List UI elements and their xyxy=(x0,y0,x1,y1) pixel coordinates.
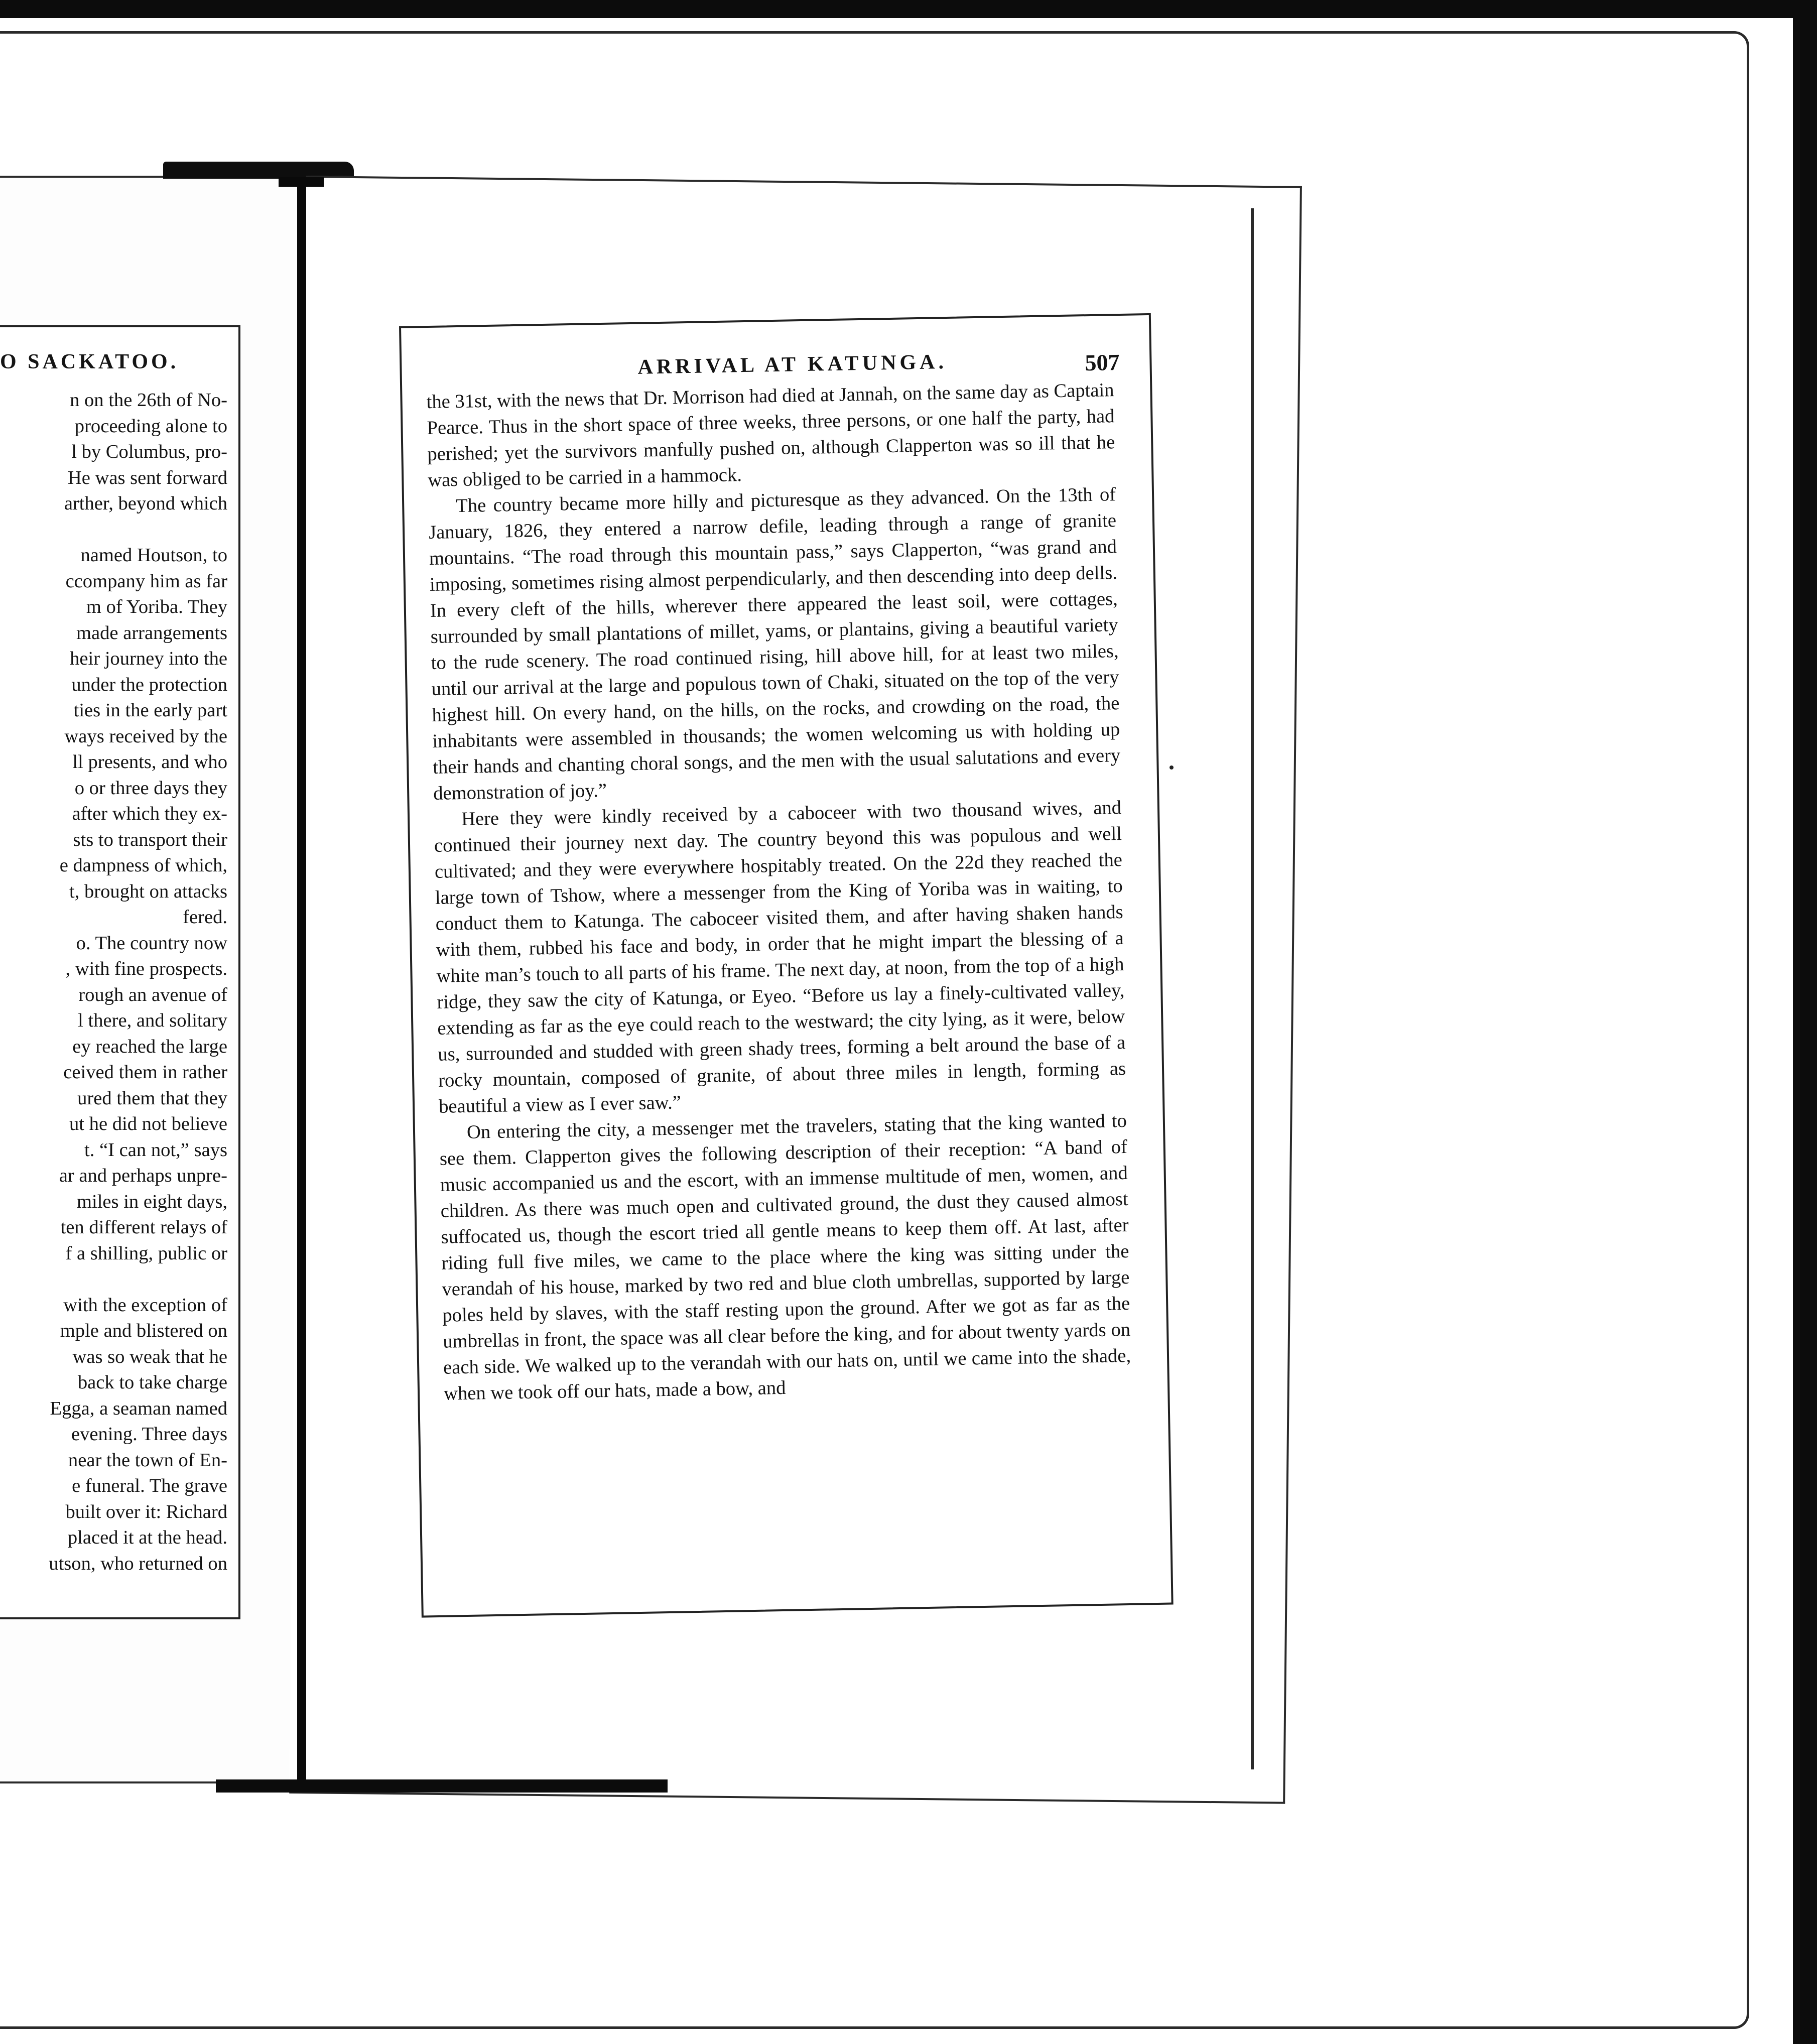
left-page-line: mple and blistered on xyxy=(60,1320,227,1341)
page-body xyxy=(426,377,1131,1407)
left-page-line: ties in the early part xyxy=(73,700,227,721)
left-page-line: named Houtson, to xyxy=(80,545,227,566)
left-page-line: ey reached the large xyxy=(72,1036,227,1057)
paragraph: The country became more hilly and picturesque as they advanced. On the 13th of January, 1826, they entered a narrow defile, leading through a range of granite mountains. “The road through this mountain pass,” says Clapperton, “was grand and imposing, sometimes rising almost perpendicularly, and then descending into deep dells. In every cleft of the hills, wherever there appeared the least soil, were cottages, surrounded by small plantations of millet, yams, or plantains, giving a beautiful variety to the rude scenery. The road continued rising, hill above hill, for at least two miles, until our arrival at the large and populous town of Chaki, situated on the top of the very highest hill. On every hand, on the hills, on the rocks, and crowding on the road, the inhabitants were assembled in thousands; the women welcoming us with holding up their hands and chanting choral songs, and the men with the usual salutations and every demonstration of joy.” xyxy=(428,484,1121,804)
left-page-frame xyxy=(0,325,240,1619)
left-page-line: built over it: Richard xyxy=(65,1501,227,1522)
left-page-line: near the town of En- xyxy=(68,1449,227,1471)
left-page-line: ll presents, and who xyxy=(72,751,227,773)
left-page-line: evening. Three days xyxy=(71,1424,227,1445)
left-page-line: ceived them in rather xyxy=(63,1062,227,1083)
left-page-line: Egga, a seaman named xyxy=(50,1397,227,1419)
left-page-line: e dampness of which, xyxy=(59,855,227,876)
left-page-line: placed it at the head. xyxy=(67,1527,227,1548)
left-page-line: proceeding alone to xyxy=(74,415,227,437)
left-page-line: utson, who returned on xyxy=(49,1553,227,1574)
left-page-line: fered. xyxy=(183,907,227,928)
left-page-line: rough an avenue of xyxy=(78,984,227,1005)
left-page-line: l there, and solitary xyxy=(78,1010,227,1031)
left-page-line: with the exception of xyxy=(63,1294,227,1316)
left-page-line: was so weak that he xyxy=(72,1346,227,1367)
left-page-line: heir journey into the xyxy=(70,648,227,669)
left-page-line: n on the 26th of No- xyxy=(70,390,227,411)
left-page-line: under the protection xyxy=(71,674,227,695)
left-page-line: ut he did not believe xyxy=(69,1113,227,1134)
scan-speck xyxy=(1170,765,1174,770)
left-page-line: ured them that they xyxy=(77,1087,227,1109)
left-page-line: ways received by the xyxy=(64,725,227,747)
left-page-line: l by Columbus, pro- xyxy=(71,441,227,462)
left-page-line xyxy=(49,1266,227,1293)
left-page-line: miles in eight days, xyxy=(76,1191,227,1212)
leaf-right-edge xyxy=(1251,208,1254,1769)
left-page-line: ten different relays of xyxy=(60,1217,227,1238)
left-page-line: , with fine prospects. xyxy=(65,958,227,979)
left-page-line: ar and perhaps unpre- xyxy=(59,1165,227,1186)
left-page-line: back to take charge xyxy=(77,1372,227,1393)
left-page-line: f a shilling, public or xyxy=(65,1242,227,1264)
left-running-head: O SACKATOO. xyxy=(0,350,179,373)
page-number: 507 xyxy=(1085,349,1120,376)
left-page-line: sts to transport their xyxy=(73,829,227,850)
paragraph: the 31st, with the news that Dr. Morrison had died at Jannah, on the same day as Captain Pearce. Thus in the short space of three weeks, three persons, or one half the party, had perished; yet the survivors manfully pushed on, although Clapperton was so ill that he was obliged to be carried in a hammock. xyxy=(426,379,1115,491)
paragraph: Here they were kindly received by a caboceer with two thousand wives, and continued their journey next day. The country beyond this was populous and well cultivated; and they were everywhere hospitably treated. On the 22d they reached the large town of Tshow, where a messenger from the King of Yoriba was in waiting, to conduct them to Katunga. The caboceer visited them, and after having shaken hands with them, rubbed his face and body, in order that he might impart the blessing of a white man’s touch to all parts of his frame. The next day, at noon, from the top of a high ridge, they saw the city of Katunga, or Eyeo. “Before us lay a finely-cultivated valley, extending as far as the eye could reach to the westward; the city lying, as it were, below us, surrounded and studded with green shady trees, forming a belt around the base of a rocky mountain, composed of granite, of about three miles in length, forming as beautiful a view as I ever saw.” xyxy=(434,797,1126,1117)
bottom-binding-strip xyxy=(216,1779,668,1793)
right-scan-border xyxy=(1793,0,1817,2044)
paragraph: On entering the city, a messenger met the travelers, stating that the king wanted to see them. Clapperton gives the following description of their reception: “A band of music accompanied us and the escort, with an immense multitude of men, women, and children. As there was much open and cultivated ground, the dust they caused almost suffocated us, though the escort tried all gentle means to keep them off. At last, after riding full five miles, we came to the place where the king was sitting under the verandah of his house, marked by two red and blue cloth umbrellas, supported by large poles held by slaves, with the staff resting upon the ground. After we got as far as the umbrellas in front, the space was all clear before the king, and for about twenty yards on each side. We walked up to the verandah with our hats on, until we came into the shade, when we took off our hats, made a bow, and xyxy=(439,1110,1131,1404)
left-page-line: He was sent forward xyxy=(67,467,227,488)
left-page-line: ccompany him as far xyxy=(65,570,227,592)
left-page-line: made arrangements xyxy=(76,622,227,644)
left-page-line: t. “I can not,” says xyxy=(84,1139,227,1161)
book-spine xyxy=(297,178,306,1790)
left-page-line: m of Yoriba. They xyxy=(86,596,227,617)
left-page-line: arther, beyond which xyxy=(64,493,227,514)
left-page-line: t, brought on attacks xyxy=(69,880,227,902)
left-page-line: e funeral. The grave xyxy=(72,1475,227,1496)
left-page-line: o. The country now xyxy=(76,932,227,954)
running-head: ARRIVAL AT KATUNGA. xyxy=(637,350,948,379)
left-page-line xyxy=(49,517,227,543)
left-page-line: o or three days they xyxy=(74,777,227,799)
left-page-line: after which they ex- xyxy=(72,803,227,824)
top-scan-border xyxy=(0,0,1817,18)
left-page-text xyxy=(49,388,227,1577)
right-page-frame xyxy=(399,313,1174,1618)
